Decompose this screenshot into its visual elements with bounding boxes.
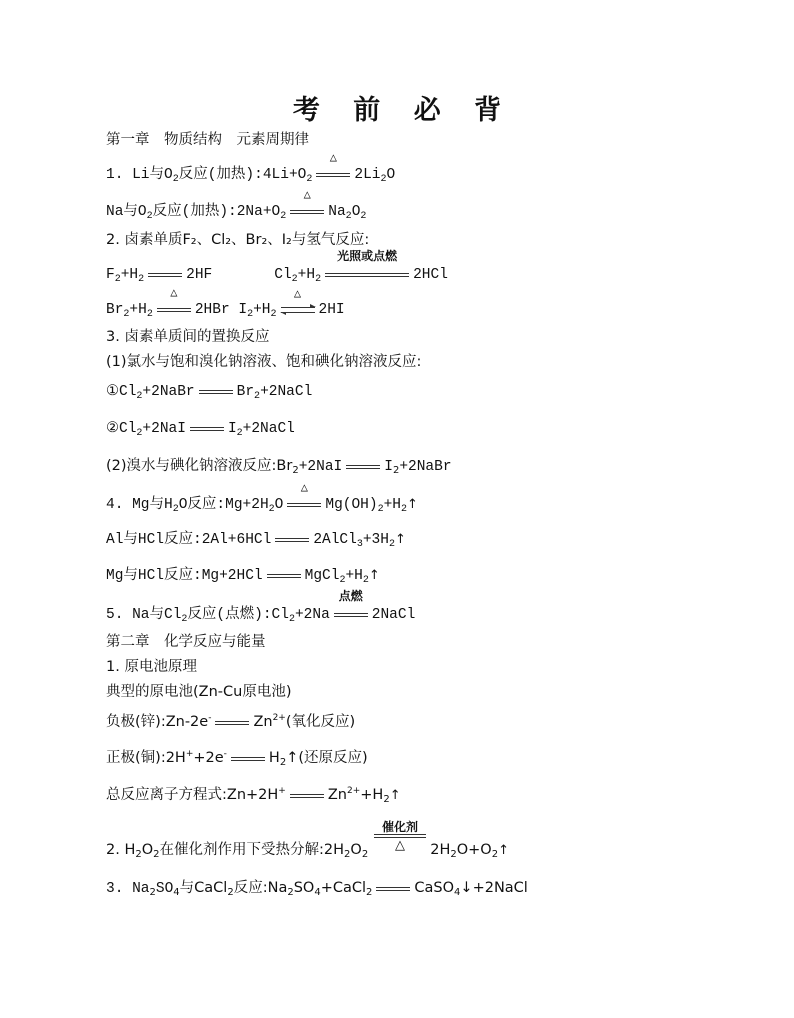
text: +H (297, 266, 316, 283)
equals-bars (346, 465, 380, 469)
text: 2. H (106, 842, 136, 858)
chapter-1-heading: 第一章 物质结构 元素周期律 (106, 132, 309, 148)
equals-sign (346, 456, 380, 476)
text: +2e (193, 750, 224, 766)
equals-bars (267, 574, 301, 578)
chapter-2-heading: 第二章 化学反应与能量 (106, 634, 266, 650)
text: Na与O (106, 203, 147, 220)
sub: 2 (181, 613, 188, 625)
sub: 4 (173, 887, 180, 898)
sub: 2 (306, 173, 313, 185)
equals-bars (148, 273, 182, 277)
equals-sign (376, 878, 410, 898)
sub: 2 (146, 210, 153, 222)
sup: - (208, 713, 212, 723)
text: O反应:Mg+2H (178, 496, 269, 513)
text: 与CaCl (179, 880, 228, 896)
sub: 2 (360, 210, 367, 222)
text: +2NaBr (142, 383, 195, 400)
sub: 2 (288, 613, 295, 625)
text: O (274, 496, 284, 513)
text: Zn (327, 787, 347, 803)
sub: 2 (138, 273, 145, 285)
text: O (141, 842, 154, 858)
sup: + (185, 749, 194, 759)
heat-triangle-icon: △ (293, 287, 302, 301)
text: 反应(加热):4Li+O (178, 166, 307, 183)
equals-sign (215, 712, 249, 732)
heat-triangle-icon: △ (300, 481, 308, 495)
sub: 2 (254, 390, 261, 402)
text: 在催化剂作用下受热分解:2H (159, 842, 345, 858)
galvanic-cell-heading: 1. 原电池原理 (106, 659, 197, 675)
sub: 2 (136, 427, 143, 439)
text: ①Cl (106, 383, 137, 400)
sub: 4 (454, 887, 461, 898)
sub: 2 (114, 273, 121, 285)
sub: 2 (172, 503, 179, 515)
text: +H (383, 496, 402, 513)
text: 2AlCl (313, 531, 357, 548)
sub: 2 (172, 173, 179, 185)
equals-bars (215, 721, 249, 725)
page-title: 考 前 必 背 (292, 95, 514, 126)
text: +H (360, 787, 384, 803)
text: SO (155, 881, 174, 897)
text: O (351, 203, 361, 220)
heat-equals-sign (316, 151, 350, 184)
chlorine-water-heading: (1)氯水与饱和溴化钠溶液、饱和碘化钠溶液反应: (106, 354, 422, 370)
sub: 2 (450, 849, 457, 860)
heat-equals-sign (157, 286, 191, 319)
text: Br (236, 383, 255, 400)
sub: 3 (356, 538, 363, 550)
sub: 4 (314, 887, 321, 898)
text: Br (106, 301, 124, 318)
text: 2HF (186, 266, 213, 283)
sup: - (223, 749, 227, 759)
text: Mg与HCl反应:Mg+2HCl (106, 567, 263, 584)
text: Al与HCl反应:2Al+6HCl (106, 531, 272, 548)
text: ②Cl (106, 420, 137, 437)
text: 1. Li与O (106, 166, 173, 183)
equals-sign (267, 565, 301, 585)
sub: 2 (344, 849, 351, 860)
text: 3. Na (106, 881, 150, 897)
sub: 2 (361, 849, 369, 860)
sub: 2 (270, 308, 277, 320)
equals-bars (231, 757, 265, 761)
text: 反应:Na (233, 880, 288, 896)
text: +2NaCl (242, 420, 295, 437)
sub: 2 (383, 794, 390, 805)
equals-sign (190, 418, 224, 438)
text: 总反应离子方程式:Zn+2H (106, 787, 279, 803)
text: O+O (456, 842, 492, 858)
text: 反应(点燃):Cl (187, 606, 289, 623)
text: +H (253, 301, 271, 318)
equation-anode (106, 712, 355, 732)
text: ↓+2NaCl (460, 880, 528, 896)
equals-bars (334, 613, 368, 617)
sub: 2 (268, 503, 275, 515)
sub: 2 (388, 538, 395, 550)
heat-equals-sign (290, 188, 324, 221)
text: MgCl (304, 567, 340, 584)
light-or-ignite-equals-sign (325, 250, 409, 284)
equals-bars (157, 308, 191, 312)
sub: 2 (392, 465, 400, 476)
text: 2HCl (413, 266, 448, 283)
equals-sign (148, 264, 182, 284)
text: Na (328, 203, 346, 220)
equation-br2-nai (106, 456, 452, 477)
equation-cl2-nabr (106, 381, 312, 402)
text: SO (293, 880, 315, 896)
text: 4. Mg与H (106, 496, 173, 513)
equals-bars (275, 538, 309, 542)
equals-bars (290, 210, 324, 214)
text: 2NaCl (371, 606, 416, 623)
equation-total-ionic (106, 785, 401, 806)
equals-sign (290, 785, 324, 805)
sub: 2 (153, 849, 160, 860)
sub: 2 (149, 887, 156, 898)
text: 2HBr I (194, 301, 248, 318)
zn-cu-cell-heading: 典型的原电池(Zn-Cu原电池) (106, 684, 292, 700)
gas-up-arrow-icon: ↑ (407, 496, 418, 512)
text: O (386, 166, 396, 183)
ignite-equals-sign (334, 590, 368, 624)
equation-cl2-nai (106, 418, 295, 439)
sub: 2 (280, 210, 287, 222)
sub: 2 (236, 427, 243, 439)
sub: 2 (339, 574, 346, 586)
heat-triangle-icon: △ (303, 188, 311, 202)
condition-label: 点燃 (338, 590, 363, 604)
text: +2NaI (142, 420, 186, 437)
text: 2Li (354, 166, 381, 183)
catalyst-label: 催化剂 (381, 820, 418, 834)
equals-bars (290, 794, 324, 798)
sub: 2 (377, 503, 384, 515)
sup: + (278, 786, 286, 796)
reversible-arrow-icon (281, 287, 315, 319)
text: O (350, 842, 362, 858)
heat-equals-sign (287, 481, 321, 514)
equation-al-hcl (106, 529, 406, 550)
gas-up-arrow-icon: ↑ (368, 567, 380, 583)
equals-bars (316, 173, 350, 177)
sub: 2 (345, 210, 352, 222)
sub: 2 (287, 887, 294, 898)
equals-bars (190, 427, 224, 431)
sub: 2 (315, 273, 322, 285)
sup: 2+ (346, 786, 361, 796)
sub: 2 (146, 308, 153, 320)
text: (氧化反应) (285, 714, 356, 730)
text: +H (120, 266, 139, 283)
sub: 2 (380, 173, 387, 185)
sub: 2 (279, 757, 287, 768)
equation-halogen-hydrogen (106, 250, 448, 285)
text: 负极(锌):Zn-2e (106, 714, 209, 730)
text: Mg(OH) (325, 496, 378, 513)
text: I (384, 459, 393, 475)
text: +CaCl (320, 880, 367, 896)
sub: 2 (401, 503, 408, 515)
text: (2)溴水与碘化钠溶液反应:Br (106, 458, 293, 474)
equation-li-o2 (106, 151, 396, 185)
text: 2H (430, 842, 451, 858)
equation-mg-hcl (106, 565, 380, 586)
equals-bars (325, 273, 409, 277)
text: +3H (362, 531, 389, 548)
heat-triangle-icon: △ (329, 151, 337, 165)
text: +2NaBr (399, 459, 452, 475)
text: H (268, 750, 280, 766)
sub: 2 (366, 887, 373, 898)
sub: 2 (362, 574, 369, 586)
equation-h2o2-decompose (106, 840, 509, 861)
text: Zn (253, 714, 273, 730)
equals-sign (199, 381, 233, 401)
sub: 2 (227, 887, 234, 898)
heat-triangle-icon: △ (170, 286, 178, 300)
equals-bars (199, 390, 233, 394)
equation-na-o2 (106, 188, 367, 222)
sub: 2 (135, 849, 142, 860)
sub: 2 (123, 308, 130, 320)
sub: 2 (292, 465, 299, 476)
sub: 2 (136, 390, 143, 402)
text: Cl (274, 266, 292, 283)
text: +H (129, 301, 147, 318)
gas-up-arrow-icon: ↑ (498, 843, 509, 858)
text: ↑(还原反应) (286, 750, 368, 766)
sub: 2 (491, 849, 499, 860)
forward-arrow (281, 307, 315, 308)
equals-bars (376, 887, 410, 891)
text: 正极(铜):2H (106, 750, 186, 766)
sub: 2 (291, 273, 298, 285)
equals-sign (231, 748, 265, 768)
sub: 2 (247, 308, 254, 320)
equation-na-cl2 (106, 590, 416, 625)
heat-triangle-icon: △ (395, 838, 405, 853)
backward-arrow (281, 312, 315, 313)
text: I (227, 420, 237, 437)
displacement-heading: 3. 卤素单质间的置换反应 (106, 329, 270, 345)
sup: 2+ (272, 713, 286, 723)
text: +2Na (294, 606, 330, 623)
gas-up-arrow-icon: ↑ (394, 531, 406, 547)
equation-mg-h2o (106, 481, 418, 515)
condition-label: 光照或点燃 (337, 250, 398, 264)
equation-na2so4-cacl2 (106, 878, 528, 899)
equation-br-i-hydrogen (106, 286, 345, 320)
text: CaSO (414, 880, 455, 896)
equals-sign (275, 529, 309, 549)
text: +H (345, 567, 363, 584)
gas-up-arrow-icon: ↑ (389, 788, 401, 803)
text: 2HI (318, 301, 345, 318)
text: +2NaCl (260, 383, 313, 400)
text: F (106, 266, 115, 283)
equals-bars (287, 503, 321, 507)
catalyst-heat-equals-sign (374, 818, 426, 858)
text: 反应(加热):2Na+O (152, 203, 281, 220)
text: +2NaI (298, 459, 343, 475)
halogen-heading: 2. 卤素单质F₂、Cl₂、Br₂、I₂与氢气反应: (106, 232, 370, 248)
equation-cathode (106, 748, 368, 768)
text: 5. Na与Cl (106, 606, 182, 623)
